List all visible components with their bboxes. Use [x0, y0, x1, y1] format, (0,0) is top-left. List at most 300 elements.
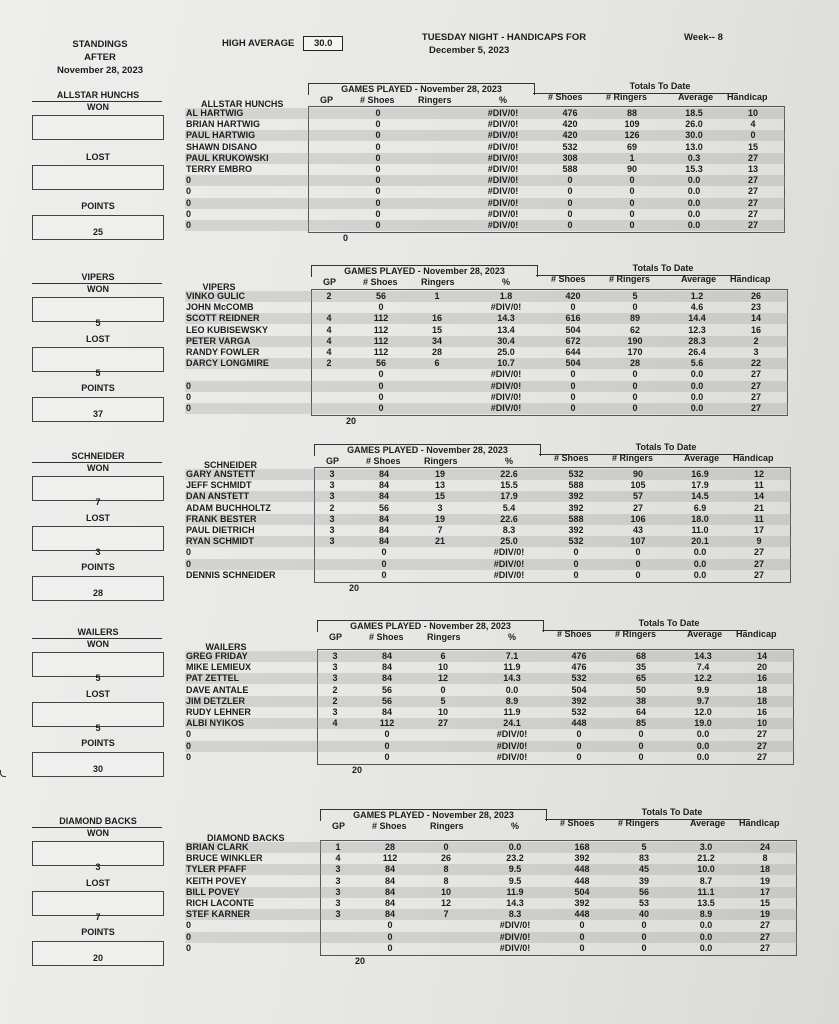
- pct-cell: 9.5: [508, 875, 522, 886]
- shoes-cell: 0: [387, 920, 393, 931]
- shoes-cell: 84: [384, 886, 395, 897]
- ringers-cell: 19: [434, 513, 445, 524]
- hc-cell: 27: [759, 931, 770, 942]
- hc-cell: 27: [759, 942, 770, 953]
- tringers-cell: 65: [635, 673, 646, 684]
- tshoes-column-header: # Shoes: [560, 818, 595, 828]
- tringers-cell: 106: [630, 513, 646, 524]
- gp-column-header: GP: [329, 632, 343, 642]
- tringers-cell: 0: [638, 740, 644, 751]
- table-team-name: VIPERS: [202, 282, 236, 292]
- pct-cell: 25.0: [497, 347, 515, 357]
- player-name: 0: [186, 175, 192, 186]
- hc-cell: 14: [756, 651, 767, 661]
- table-team-name: SCHNEIDER: [204, 460, 258, 470]
- tringers-cell: 68: [635, 651, 646, 661]
- ringers-cell: 19: [434, 469, 445, 479]
- gp-cell: 3: [332, 662, 338, 673]
- player-name: PAUL DIETRICH: [186, 525, 255, 535]
- gp-cell: 4: [326, 324, 332, 335]
- pct-cell: #DIV/0!: [490, 403, 522, 413]
- gp-cell: 3: [335, 909, 341, 920]
- pct-cell: 8.3: [508, 909, 522, 920]
- player-name: 0: [186, 751, 192, 762]
- hc-cell: 16: [756, 707, 767, 717]
- tringers-cell: 69: [626, 141, 637, 152]
- tringers-cell: 0: [629, 220, 635, 230]
- shoes-cell: 84: [378, 469, 389, 479]
- tringers-cell: 1: [629, 152, 635, 163]
- avg-cell: 0.0: [696, 751, 710, 762]
- player-name: SCOTT REIDNER: [186, 313, 260, 324]
- avg-cell: 18.5: [685, 108, 703, 118]
- pct-cell: 8.3: [502, 525, 516, 535]
- hc-cell: 27: [756, 729, 767, 740]
- shoes-cell: 0: [375, 141, 381, 152]
- shoes-cell: 84: [378, 525, 389, 535]
- shoes-cell: 0: [381, 569, 387, 580]
- ringers-cell: 15: [431, 324, 442, 335]
- avg-cell: 0.0: [693, 569, 707, 580]
- tshoes-cell: 532: [562, 141, 578, 152]
- tshoes-cell: 532: [571, 673, 587, 684]
- shoes-cell: 0: [375, 220, 381, 230]
- avg-cell: 1.2: [690, 291, 704, 301]
- tringers-cell: 0: [635, 558, 641, 569]
- tringers-cell: 5: [632, 291, 638, 301]
- gp-cell: 3: [332, 707, 338, 717]
- average-column-header: Average: [678, 92, 714, 102]
- pct-cell: #DIV/0!: [499, 942, 531, 953]
- tshoes-cell: 532: [568, 469, 584, 479]
- hc-cell: 15: [759, 898, 770, 908]
- shoes-column-header: # Shoes: [369, 632, 404, 642]
- won-label: WON: [87, 463, 109, 473]
- hc-cell: 18: [756, 695, 767, 706]
- pct-cell: 11.9: [503, 662, 521, 673]
- avg-cell: 0.0: [690, 369, 704, 380]
- shoes-cell: 84: [384, 864, 395, 875]
- points-label: POINTS: [81, 562, 115, 572]
- tshoes-cell: 392: [568, 525, 584, 535]
- tringers-column-header: # Ringers: [612, 453, 654, 463]
- tringers-cell: 83: [638, 853, 649, 864]
- ringers-column-header: Ringers: [430, 821, 464, 831]
- tshoes-cell: 448: [574, 909, 590, 920]
- pct-cell: #DIV/0!: [490, 302, 522, 313]
- ringers-cell: 5: [440, 695, 446, 706]
- avg-cell: 14.5: [691, 491, 709, 502]
- ringers-cell: 6: [440, 651, 446, 661]
- pct-cell: 17.9: [500, 491, 518, 502]
- tshoes-cell: 308: [562, 152, 578, 163]
- player-name: DARCY LONGMIRE: [186, 358, 269, 369]
- tshoes-cell: 448: [574, 864, 590, 875]
- points-label: POINTS: [81, 738, 115, 748]
- shoes-cell: 0: [387, 942, 393, 953]
- pct-cell: 30.4: [497, 335, 515, 346]
- player-name: 0: [186, 729, 192, 740]
- tringers-cell: 0: [641, 920, 647, 931]
- avg-cell: 9.9: [696, 684, 710, 695]
- table-team-name: ALLSTAR HUNCHS: [201, 99, 284, 109]
- avg-cell: 17.9: [691, 480, 709, 491]
- tshoes-cell: 392: [568, 502, 584, 513]
- gp-cell: 4: [326, 347, 332, 357]
- hc-cell: 27: [747, 152, 758, 163]
- lost-label: LOST: [86, 878, 110, 888]
- games-played-title: GAMES PLAYED - November 28, 2023: [311, 265, 538, 277]
- hc-cell: 21: [753, 502, 764, 513]
- won-label: WON: [87, 828, 109, 838]
- avg-cell: 0.0: [687, 186, 701, 197]
- shoes-cell: 0: [375, 119, 381, 130]
- lost-label: LOST: [86, 689, 110, 699]
- pct-cell: #DIV/0!: [487, 152, 519, 163]
- pct-cell: 22.6: [500, 513, 518, 524]
- hc-cell: 18: [756, 684, 767, 695]
- tshoes-cell: 0: [567, 186, 573, 197]
- tshoes-cell: 476: [562, 108, 578, 118]
- tshoes-cell: 588: [568, 513, 584, 524]
- pct-cell: 10.7: [497, 358, 515, 369]
- player-name: VINKO GULIC: [186, 291, 246, 301]
- tringers-cell: 64: [635, 707, 646, 717]
- ringers-column-header: Ringers: [418, 95, 452, 105]
- avg-cell: 6.9: [693, 502, 707, 513]
- shoes-cell: 0: [375, 208, 381, 219]
- tringers-cell: 0: [629, 208, 635, 219]
- hc-cell: 27: [753, 558, 764, 569]
- avg-cell: 13.5: [697, 898, 715, 908]
- gp-cell: 2: [332, 695, 338, 706]
- shoes-cell: 56: [381, 684, 392, 695]
- points-value: 37: [92, 409, 103, 419]
- player-name: MIKE LEMIEUX: [186, 662, 252, 673]
- pct-cell: 14.3: [503, 673, 521, 684]
- shoes-cell: 112: [379, 718, 395, 729]
- pct-cell: #DIV/0!: [496, 729, 528, 740]
- shoes-total: 20: [349, 583, 360, 593]
- standing-team-name: SCHNEIDER: [71, 451, 125, 461]
- ringers-cell: 34: [431, 335, 442, 346]
- totals-title: Totals To Date: [641, 807, 703, 817]
- pct-cell: 11.9: [503, 707, 521, 717]
- tringers-cell: 43: [632, 525, 643, 535]
- hc-cell: 19: [759, 875, 770, 886]
- hc-cell: 9: [756, 536, 762, 547]
- high-average-value: 30.0: [303, 36, 344, 51]
- tshoes-cell: 0: [576, 740, 582, 751]
- shoes-cell: 0: [375, 197, 381, 208]
- gp-cell: 3: [329, 491, 335, 502]
- hc-cell: 12: [753, 469, 764, 479]
- lost-value: 5: [95, 723, 101, 733]
- hc-cell: 2: [753, 335, 759, 346]
- tshoes-cell: 588: [568, 480, 584, 491]
- player-name: BILL POVEY: [186, 886, 240, 897]
- gp-cell: 3: [332, 651, 338, 661]
- hc-cell: 16: [750, 324, 761, 335]
- hc-cell: 27: [750, 369, 761, 380]
- shoes-cell: 0: [378, 391, 384, 402]
- player-name: BRIAN CLARK: [186, 842, 249, 852]
- tshoes-cell: 476: [571, 662, 587, 673]
- points-value: 30: [92, 764, 103, 774]
- shoes-cell: 112: [373, 324, 389, 335]
- avg-cell: 0.3: [687, 152, 701, 163]
- player-name: RICH LACONTE: [186, 898, 254, 908]
- shoes-cell: 84: [381, 707, 392, 717]
- tringers-cell: 0: [638, 751, 644, 762]
- avg-cell: 0.0: [693, 547, 707, 558]
- totals-title: Totals To Date: [638, 618, 700, 628]
- tringers-cell: 56: [638, 886, 649, 897]
- tringers-cell: 53: [638, 898, 649, 908]
- pct-column-header: %: [511, 821, 520, 831]
- pct-column-header: %: [508, 632, 517, 642]
- tshoes-cell: 644: [565, 347, 581, 357]
- lost-value: 7: [95, 912, 101, 922]
- ringers-cell: 0: [443, 842, 449, 852]
- hc-cell: 10: [756, 718, 767, 729]
- pct-cell: 11.9: [506, 886, 524, 897]
- pct-cell: #DIV/0!: [487, 186, 519, 197]
- pct-cell: #DIV/0!: [487, 141, 519, 152]
- pct-cell: #DIV/0!: [487, 108, 519, 118]
- player-name: BRUCE WINKLER: [186, 853, 263, 864]
- shoes-cell: 112: [382, 853, 398, 864]
- tringers-cell: 39: [638, 875, 649, 886]
- shoes-cell: 0: [387, 931, 393, 942]
- games-played-title: GAMES PLAYED - November 28, 2023: [317, 620, 544, 632]
- player-name: 0: [186, 547, 192, 558]
- edge-mark: [0, 770, 6, 777]
- ringers-cell: 3: [437, 502, 443, 513]
- tshoes-cell: 616: [565, 313, 581, 324]
- ringers-cell: 27: [437, 718, 448, 729]
- tshoes-cell: 476: [571, 651, 587, 661]
- tringers-cell: 170: [627, 347, 643, 357]
- avg-cell: 26.4: [688, 347, 706, 357]
- gp-cell: 4: [335, 853, 341, 864]
- tringers-cell: 105: [630, 480, 646, 491]
- avg-cell: 11.0: [691, 525, 709, 535]
- tshoes-column-header: # Shoes: [551, 274, 586, 284]
- tshoes-cell: 392: [571, 695, 587, 706]
- handicap-column-header: Handicap: [730, 274, 771, 284]
- avg-cell: 0.0: [687, 175, 701, 186]
- shoes-total: 0: [343, 233, 349, 244]
- points-value: 25: [92, 227, 103, 237]
- pct-cell: #DIV/0!: [493, 569, 525, 580]
- shoes-cell: 28: [384, 842, 395, 852]
- shoes-cell: 0: [381, 547, 387, 558]
- player-name: DAVE ANTALE: [186, 684, 249, 695]
- pct-cell: #DIV/0!: [493, 558, 525, 569]
- player-name: ALBI NYIKOS: [186, 718, 245, 729]
- shoes-column-header: # Shoes: [363, 277, 398, 287]
- tringers-cell: 89: [629, 313, 640, 324]
- table-team-name: WAILERS: [205, 642, 247, 652]
- shoes-cell: 0: [375, 164, 381, 174]
- gp-cell: 3: [332, 673, 338, 684]
- avg-cell: 26.0: [685, 119, 703, 130]
- tshoes-cell: 0: [567, 208, 573, 219]
- ringers-cell: 7: [443, 909, 449, 920]
- hc-cell: 22: [750, 358, 761, 369]
- tringers-cell: 126: [624, 130, 640, 141]
- shoes-cell: 84: [384, 909, 395, 920]
- tringers-column-header: # Ringers: [615, 629, 657, 639]
- hc-cell: 27: [756, 740, 767, 751]
- pct-cell: 1.8: [499, 291, 513, 301]
- avg-cell: 21.2: [697, 853, 715, 864]
- gp-column-header: GP: [326, 456, 340, 466]
- games-played-title: GAMES PLAYED - November 28, 2023: [314, 444, 541, 456]
- tshoes-cell: 504: [574, 886, 590, 897]
- avg-cell: 11.1: [697, 886, 715, 897]
- standing-team-name: WAILERS: [77, 627, 119, 637]
- shoes-cell: 84: [378, 536, 389, 547]
- tshoes-cell: 0: [570, 391, 576, 402]
- tshoes-cell: 0: [576, 729, 582, 740]
- player-name: DAN ANSTETT: [186, 491, 250, 502]
- tringers-cell: 50: [635, 684, 646, 695]
- player-name: LEO KUBISEWSKY: [186, 324, 269, 335]
- avg-cell: 12.0: [694, 707, 712, 717]
- player-name: BRIAN HARTWIG: [186, 119, 260, 130]
- tringers-cell: 35: [635, 662, 646, 673]
- points-label: POINTS: [81, 927, 115, 937]
- tringers-cell: 0: [629, 175, 635, 186]
- player-name: ADAM BUCHHOLTZ: [186, 502, 271, 513]
- shoes-total: 20: [346, 416, 357, 427]
- avg-cell: 0.0: [699, 931, 713, 942]
- avg-cell: 16.9: [691, 469, 709, 479]
- tringers-cell: 40: [638, 909, 649, 920]
- tringers-cell: 0: [638, 729, 644, 740]
- player-name: RUDY LEHNER: [186, 707, 251, 717]
- gp-cell: 3: [335, 898, 341, 908]
- player-name: STEF KARNER: [186, 909, 251, 920]
- player-name: AL HARTWIG: [186, 108, 244, 118]
- player-name: 0: [186, 208, 192, 219]
- hc-cell: 20: [756, 662, 767, 673]
- avg-cell: 19.0: [694, 718, 712, 729]
- pct-cell: #DIV/0!: [493, 547, 525, 558]
- shoes-total: 20: [352, 765, 363, 775]
- pct-column-header: %: [502, 277, 511, 287]
- hc-cell: 27: [747, 186, 758, 197]
- shoes-cell: 84: [381, 662, 392, 673]
- avg-cell: 0.0: [696, 740, 710, 751]
- hc-cell: 27: [756, 751, 767, 762]
- points-value: 28: [92, 588, 103, 598]
- tshoes-cell: 420: [565, 291, 581, 301]
- tringers-cell: 0: [632, 369, 638, 380]
- tshoes-cell: 392: [574, 853, 590, 864]
- tshoes-column-header: # Shoes: [548, 92, 583, 102]
- gp-cell: 4: [326, 313, 332, 324]
- shoes-column-header: # Shoes: [366, 456, 401, 466]
- handicap-column-header: Handicap: [733, 453, 774, 463]
- avg-cell: 0.0: [699, 942, 713, 953]
- tshoes-cell: 420: [562, 119, 578, 130]
- ringers-cell: 12: [437, 673, 448, 684]
- tringers-cell: 0: [632, 403, 638, 413]
- pct-cell: #DIV/0!: [487, 164, 519, 174]
- player-name: RANDY FOWLER: [186, 347, 260, 357]
- tshoes-cell: 0: [576, 751, 582, 762]
- handicap-column-header: Handicap: [739, 818, 780, 828]
- avg-cell: 5.6: [690, 358, 704, 369]
- gp-cell: 2: [326, 291, 332, 301]
- tringers-cell: 0: [635, 547, 641, 558]
- ringers-cell: 10: [437, 707, 448, 717]
- gp-column-header: GP: [323, 277, 337, 287]
- pct-cell: 0.0: [505, 684, 519, 695]
- player-name: 0: [186, 186, 192, 197]
- avg-cell: 20.1: [691, 536, 709, 547]
- gp-cell: 2: [332, 684, 338, 695]
- ringers-column-header: Ringers: [427, 632, 461, 642]
- ringers-cell: 13: [434, 480, 445, 491]
- ringers-cell: 8: [443, 864, 449, 875]
- tringers-cell: 45: [638, 864, 649, 875]
- ringers-cell: 0: [440, 684, 446, 695]
- pct-cell: 14.3: [497, 313, 515, 324]
- shoes-cell: 0: [384, 729, 390, 740]
- tshoes-cell: 0: [570, 403, 576, 413]
- ringers-cell: 26: [440, 853, 451, 864]
- player-name: 0: [186, 931, 192, 942]
- avg-cell: 7.4: [696, 662, 710, 673]
- hc-cell: 4: [750, 119, 756, 130]
- shoes-total: 20: [355, 956, 366, 966]
- totals-title: Totals To Date: [635, 442, 697, 452]
- shoes-column-header: # Shoes: [360, 95, 395, 105]
- tringers-cell: 0: [641, 942, 647, 953]
- tringers-cell: 90: [632, 469, 643, 479]
- tshoes-cell: 672: [565, 335, 581, 346]
- player-name: 0: [186, 740, 192, 751]
- hc-cell: 13: [747, 164, 758, 174]
- won-label: WON: [87, 284, 109, 294]
- gp-column-header: GP: [332, 821, 346, 831]
- avg-cell: 0.0: [687, 208, 701, 219]
- hc-cell: 27: [759, 920, 770, 931]
- standing-team-name: DIAMOND BACKS: [59, 816, 137, 826]
- pct-cell: #DIV/0!: [496, 740, 528, 751]
- gp-cell: 3: [329, 469, 335, 479]
- tshoes-cell: 448: [574, 875, 590, 886]
- tshoes-cell: 504: [565, 324, 581, 335]
- high-average-label: HIGH AVERAGE: [222, 38, 295, 49]
- totals-title: Totals To Date: [629, 81, 691, 91]
- pct-cell: 23.2: [506, 853, 524, 864]
- shoes-cell: 84: [378, 491, 389, 502]
- avg-cell: 13.0: [685, 141, 703, 152]
- tringers-cell: 27: [632, 502, 643, 513]
- player-name: 0: [186, 391, 192, 402]
- shoes-cell: 112: [373, 313, 389, 324]
- gp-column-header: GP: [320, 95, 334, 105]
- tringers-cell: 107: [630, 536, 646, 547]
- tringers-cell: 28: [629, 358, 640, 369]
- ringers-cell: 21: [434, 536, 445, 547]
- tshoes-cell: 0: [570, 380, 576, 391]
